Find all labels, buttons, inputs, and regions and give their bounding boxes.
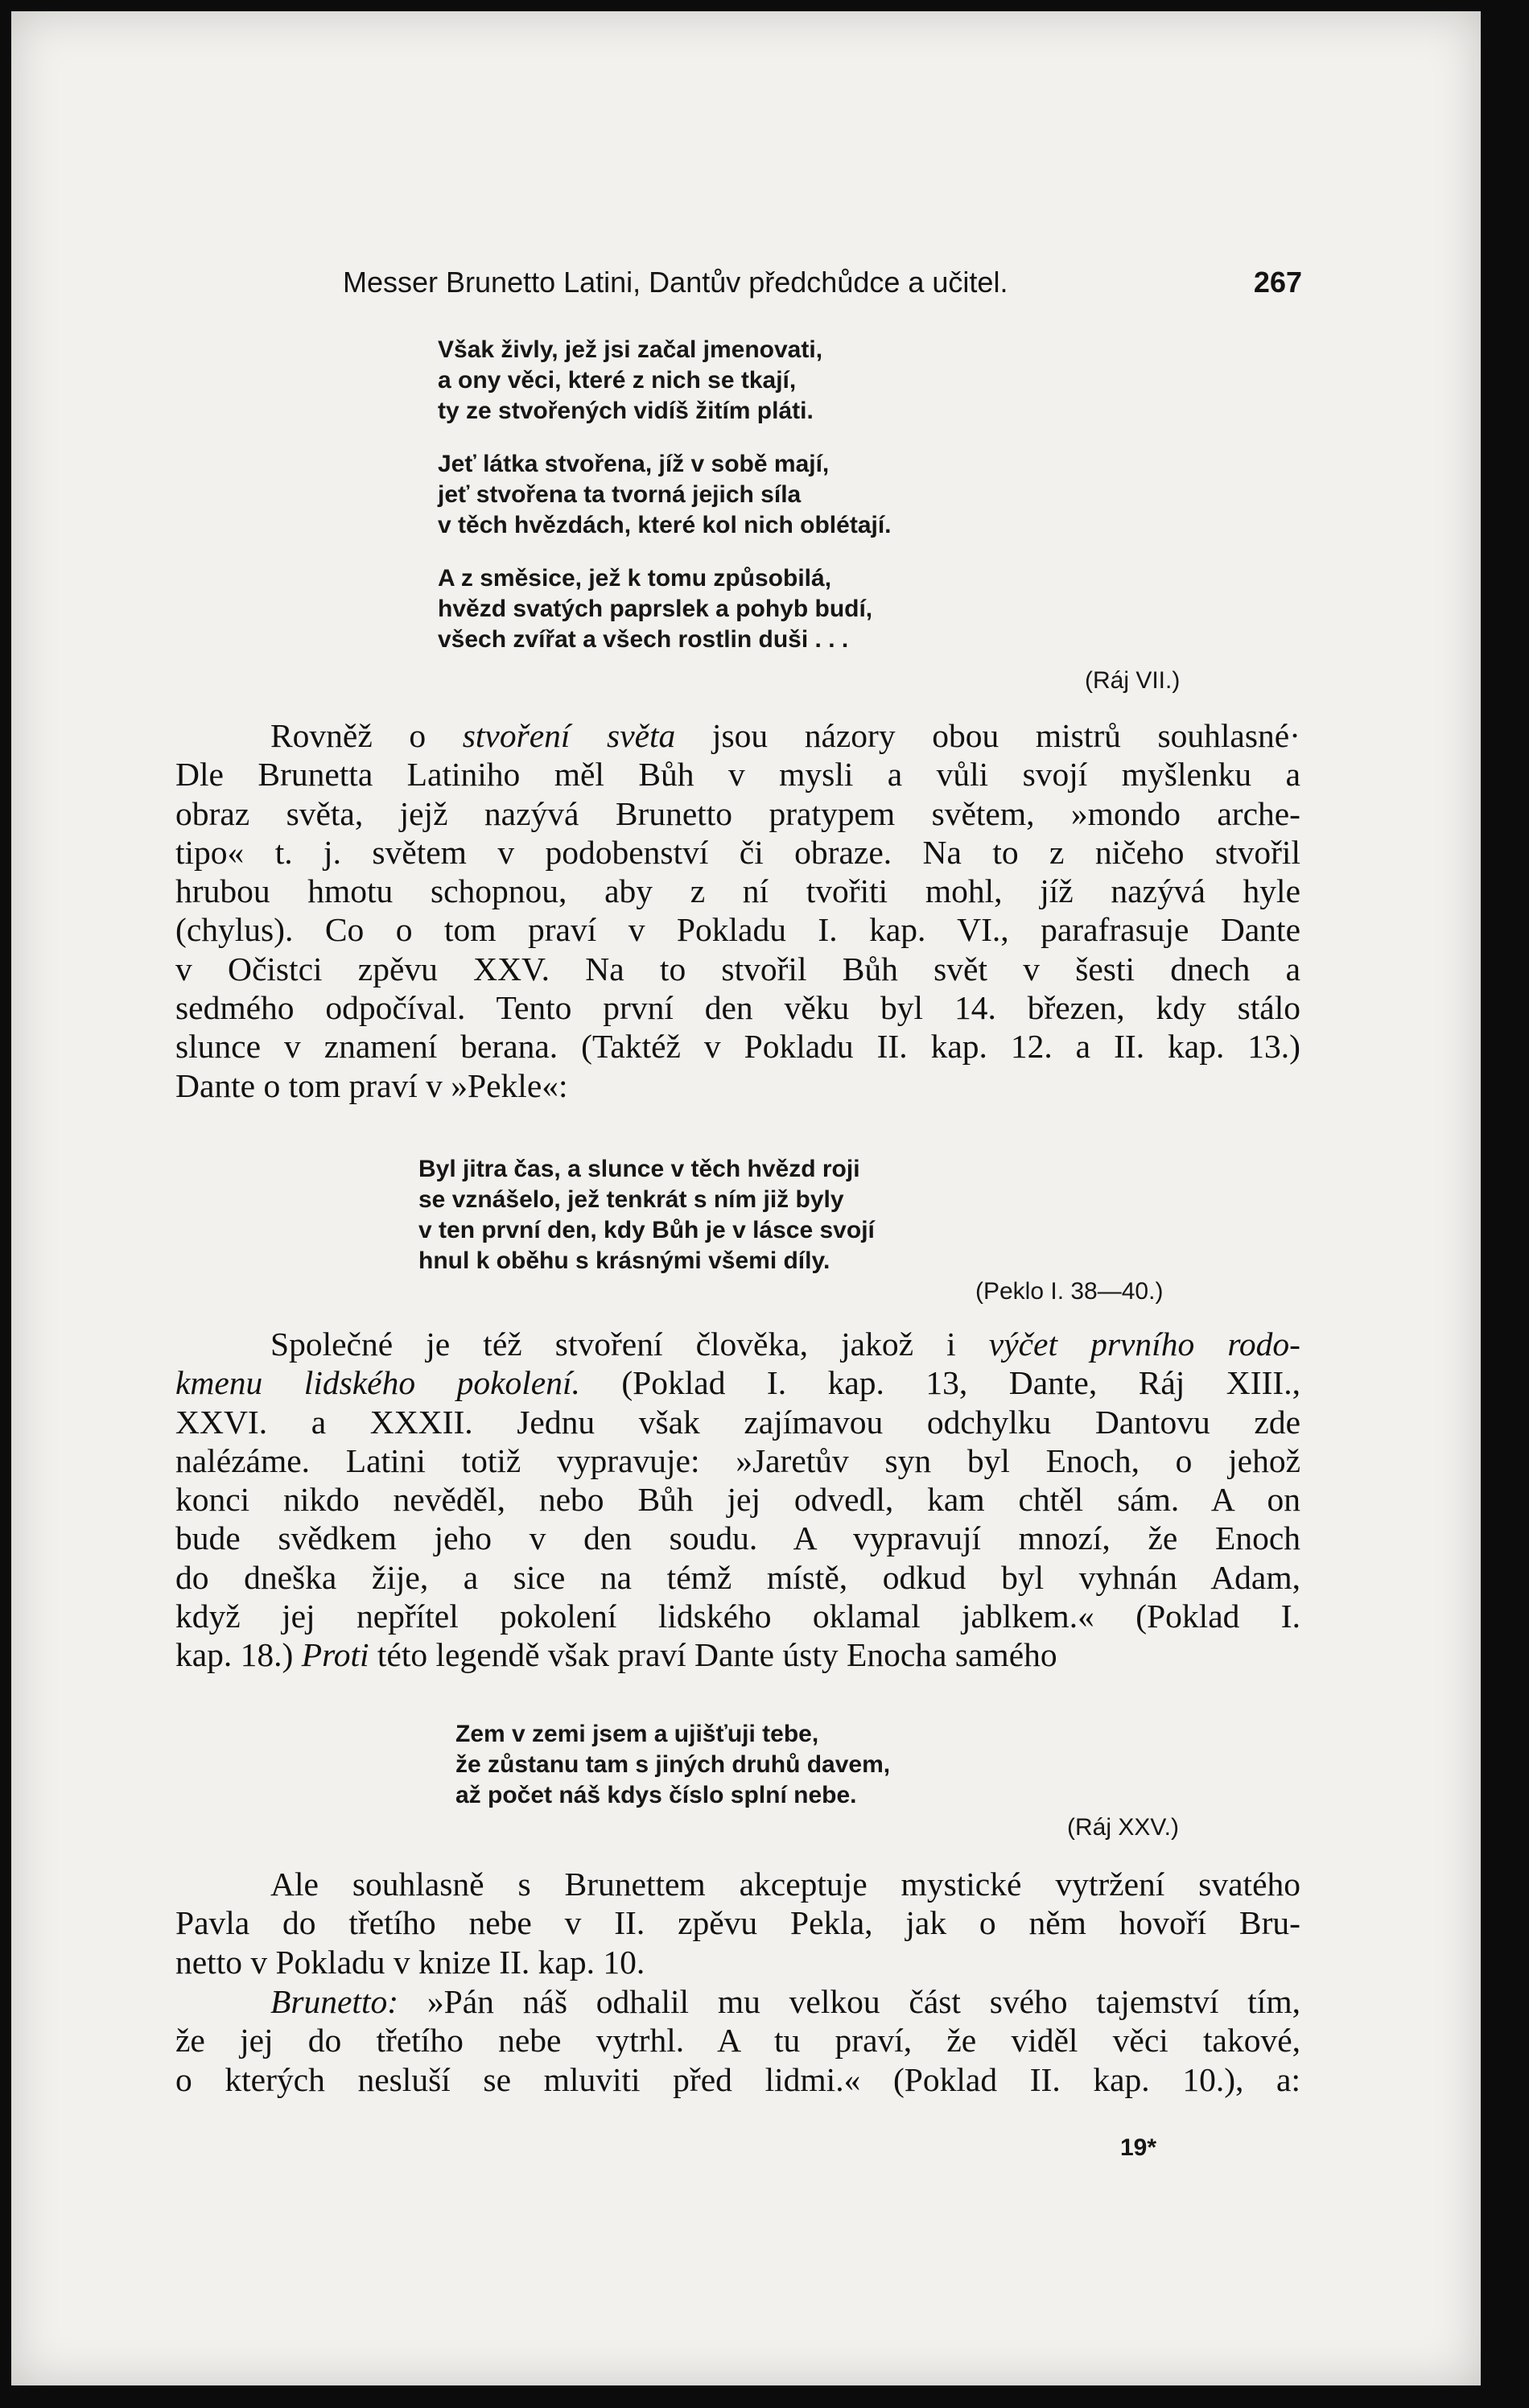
paragraph-3 (175, 1865, 1300, 1981)
verse-line: jeť stvořena ta tvorná jejich síla (438, 481, 802, 508)
verse-line: Zem v zemi jsem a ujišťuji tebe, (455, 1721, 819, 1747)
verse-line: se vznášelo, jež tenkrát s ním již byly (418, 1186, 844, 1213)
text-line: Ale souhlasně s Brunettem akceptuje mystické vytržení svatého (270, 1866, 1300, 1903)
text-line: (chylus). Co o tom praví v Pokladu I. kap. VI., parafrasuje Dante (175, 911, 1300, 949)
text-line: Brunetto: »Pán náš odhalil mu velkou část svého tajemství tím, (270, 1983, 1300, 2020)
text-line: slunce v znamení berana. (Taktéž v Pokladu II. kap. 12. a II. kap. 13.) (175, 1028, 1300, 1066)
running-header (343, 266, 1302, 299)
verse-block-3 (455, 1719, 890, 1811)
verse-citation: (Ráj XXV.) (1067, 1814, 1179, 1841)
paragraph-1 (175, 716, 1300, 1105)
verse-line: všech zvířat a všech rostlin duši . . . (438, 626, 849, 653)
signature-mark: 19* (1120, 2134, 1157, 2161)
book-page (11, 11, 1481, 2385)
text-line: když jej nepřítel pokolení lidského oklamal jablkem.« (Poklad I. (175, 1598, 1300, 1635)
text-line: v Očistci zpěvu XXV. Na to stvořil Bůh svět v šesti dnech a (175, 950, 1300, 988)
verse-citation: (Peklo I. 38—40.) (975, 1278, 1164, 1305)
verse-line: v těch hvězdách, které kol nich oblétají. (438, 512, 892, 538)
text-line: Pavla do třetího nebe v II. zpěvu Pekla, jak o něm hovoří Bru- (175, 1904, 1300, 1942)
text-line: nalézáme. Latini totiž vypravuje: »Jaretův syn byl Enoch, o jehož (175, 1441, 1300, 1479)
paragraph-2 (175, 1325, 1300, 1675)
verse-line: A z směsice, jež k tomu způsobilá, (438, 565, 832, 592)
running-title: Messer Brunetto Latini, Dantův předchůdce a učitel. (343, 266, 1008, 299)
text-line: Dante o tom praví v »Pekle«: (175, 1066, 568, 1104)
text-line: sedmého odpočíval. Tento první den věku byl 14. březen, kdy stálo (175, 989, 1300, 1027)
stanza (438, 449, 892, 541)
verse-line: Byl jitra čas, a slunce v těch hvězd roji (418, 1156, 860, 1182)
verse-line: ty ze stvořených vidíš žitím pláti. (438, 398, 814, 424)
text-line: Dle Brunetta Latiniho měl Bůh v mysli a vůli svojí myšlenku a (175, 756, 1300, 794)
text-line: Rovněž o stvoření světa jsou názory obou mistrů souhlasné· (270, 717, 1300, 754)
verse-citation: (Ráj VII.) (1085, 667, 1181, 694)
text-line: že jej do třetího nebe vytrhl. A tu praví, že viděl věci takové, (175, 2022, 1300, 2060)
text-line: do dneška žije, a sice na témž místě, odkud byl vyhnán Adam, (175, 1558, 1300, 1596)
page-number: 267 (1253, 266, 1302, 299)
text-line: XXVI. a XXXII. Jednu však zajímavou odchylku Dantovu zde (175, 1403, 1300, 1441)
text-line: o kterých nesluší se mluviti před lidmi.« (Poklad II. kap. 10.), a: (175, 2060, 1300, 2098)
text-line: bude svědkem jeho v den soudu. A vypravují mnozí, že Enoch (175, 1519, 1300, 1557)
verse-line: Však živly, jež jsi začal jmenovati, (438, 336, 823, 363)
verse-line: a ony věci, které z nich se tkají, (438, 367, 797, 394)
verse-line: Jeť látka stvořena, jíž v sobě mají, (438, 451, 830, 477)
text-line: netto v Pokladu v knize II. kap. 10. (175, 1943, 645, 1981)
text-line: obraz světa, jejž nazývá Brunetto pratypem světem, »mondo arche- (175, 794, 1300, 832)
verse-line: hvězd svatých paprslek a pohyb budí, (438, 596, 873, 622)
text-line: konci nikdo nevěděl, nebo Bůh jej odvedl, kam chtěl sám. A on (175, 1481, 1300, 1519)
stanza (438, 335, 892, 427)
verse-block-1 (438, 335, 892, 655)
text-line: tipo« t. j. světem v podobenství či obraze. Na to z ničeho stvořil (175, 833, 1300, 871)
stanza (455, 1719, 890, 1811)
verse-block-2 (418, 1154, 875, 1276)
stanza (418, 1154, 875, 1276)
verse-line: že zůstanu tam s jiných druhů davem, (455, 1751, 891, 1778)
text-line: kmenu lidského pokolení. (Poklad I. kap. 13, Dante, Ráj XIII., (175, 1364, 1300, 1402)
verse-line: až počet náš kdys číslo splní nebe. (455, 1782, 857, 1808)
text-line: Společné je též stvoření člověka, jakož i výčet prvního rodo- (270, 1326, 1301, 1363)
paragraph-4 (175, 1982, 1300, 2099)
stanza (438, 563, 892, 655)
verse-line: hnul k oběhu s krásnými všemi díly. (418, 1247, 830, 1274)
verse-line: v ten první den, kdy Bůh je v lásce svojí (418, 1217, 875, 1243)
text-line: hrubou hmotu schopnou, aby z ní tvořiti mohl, jíž nazývá hyle (175, 872, 1300, 910)
text-line: kap. 18.) Proti této legendě však praví Dante ústy Enocha samého (175, 1636, 1057, 1674)
